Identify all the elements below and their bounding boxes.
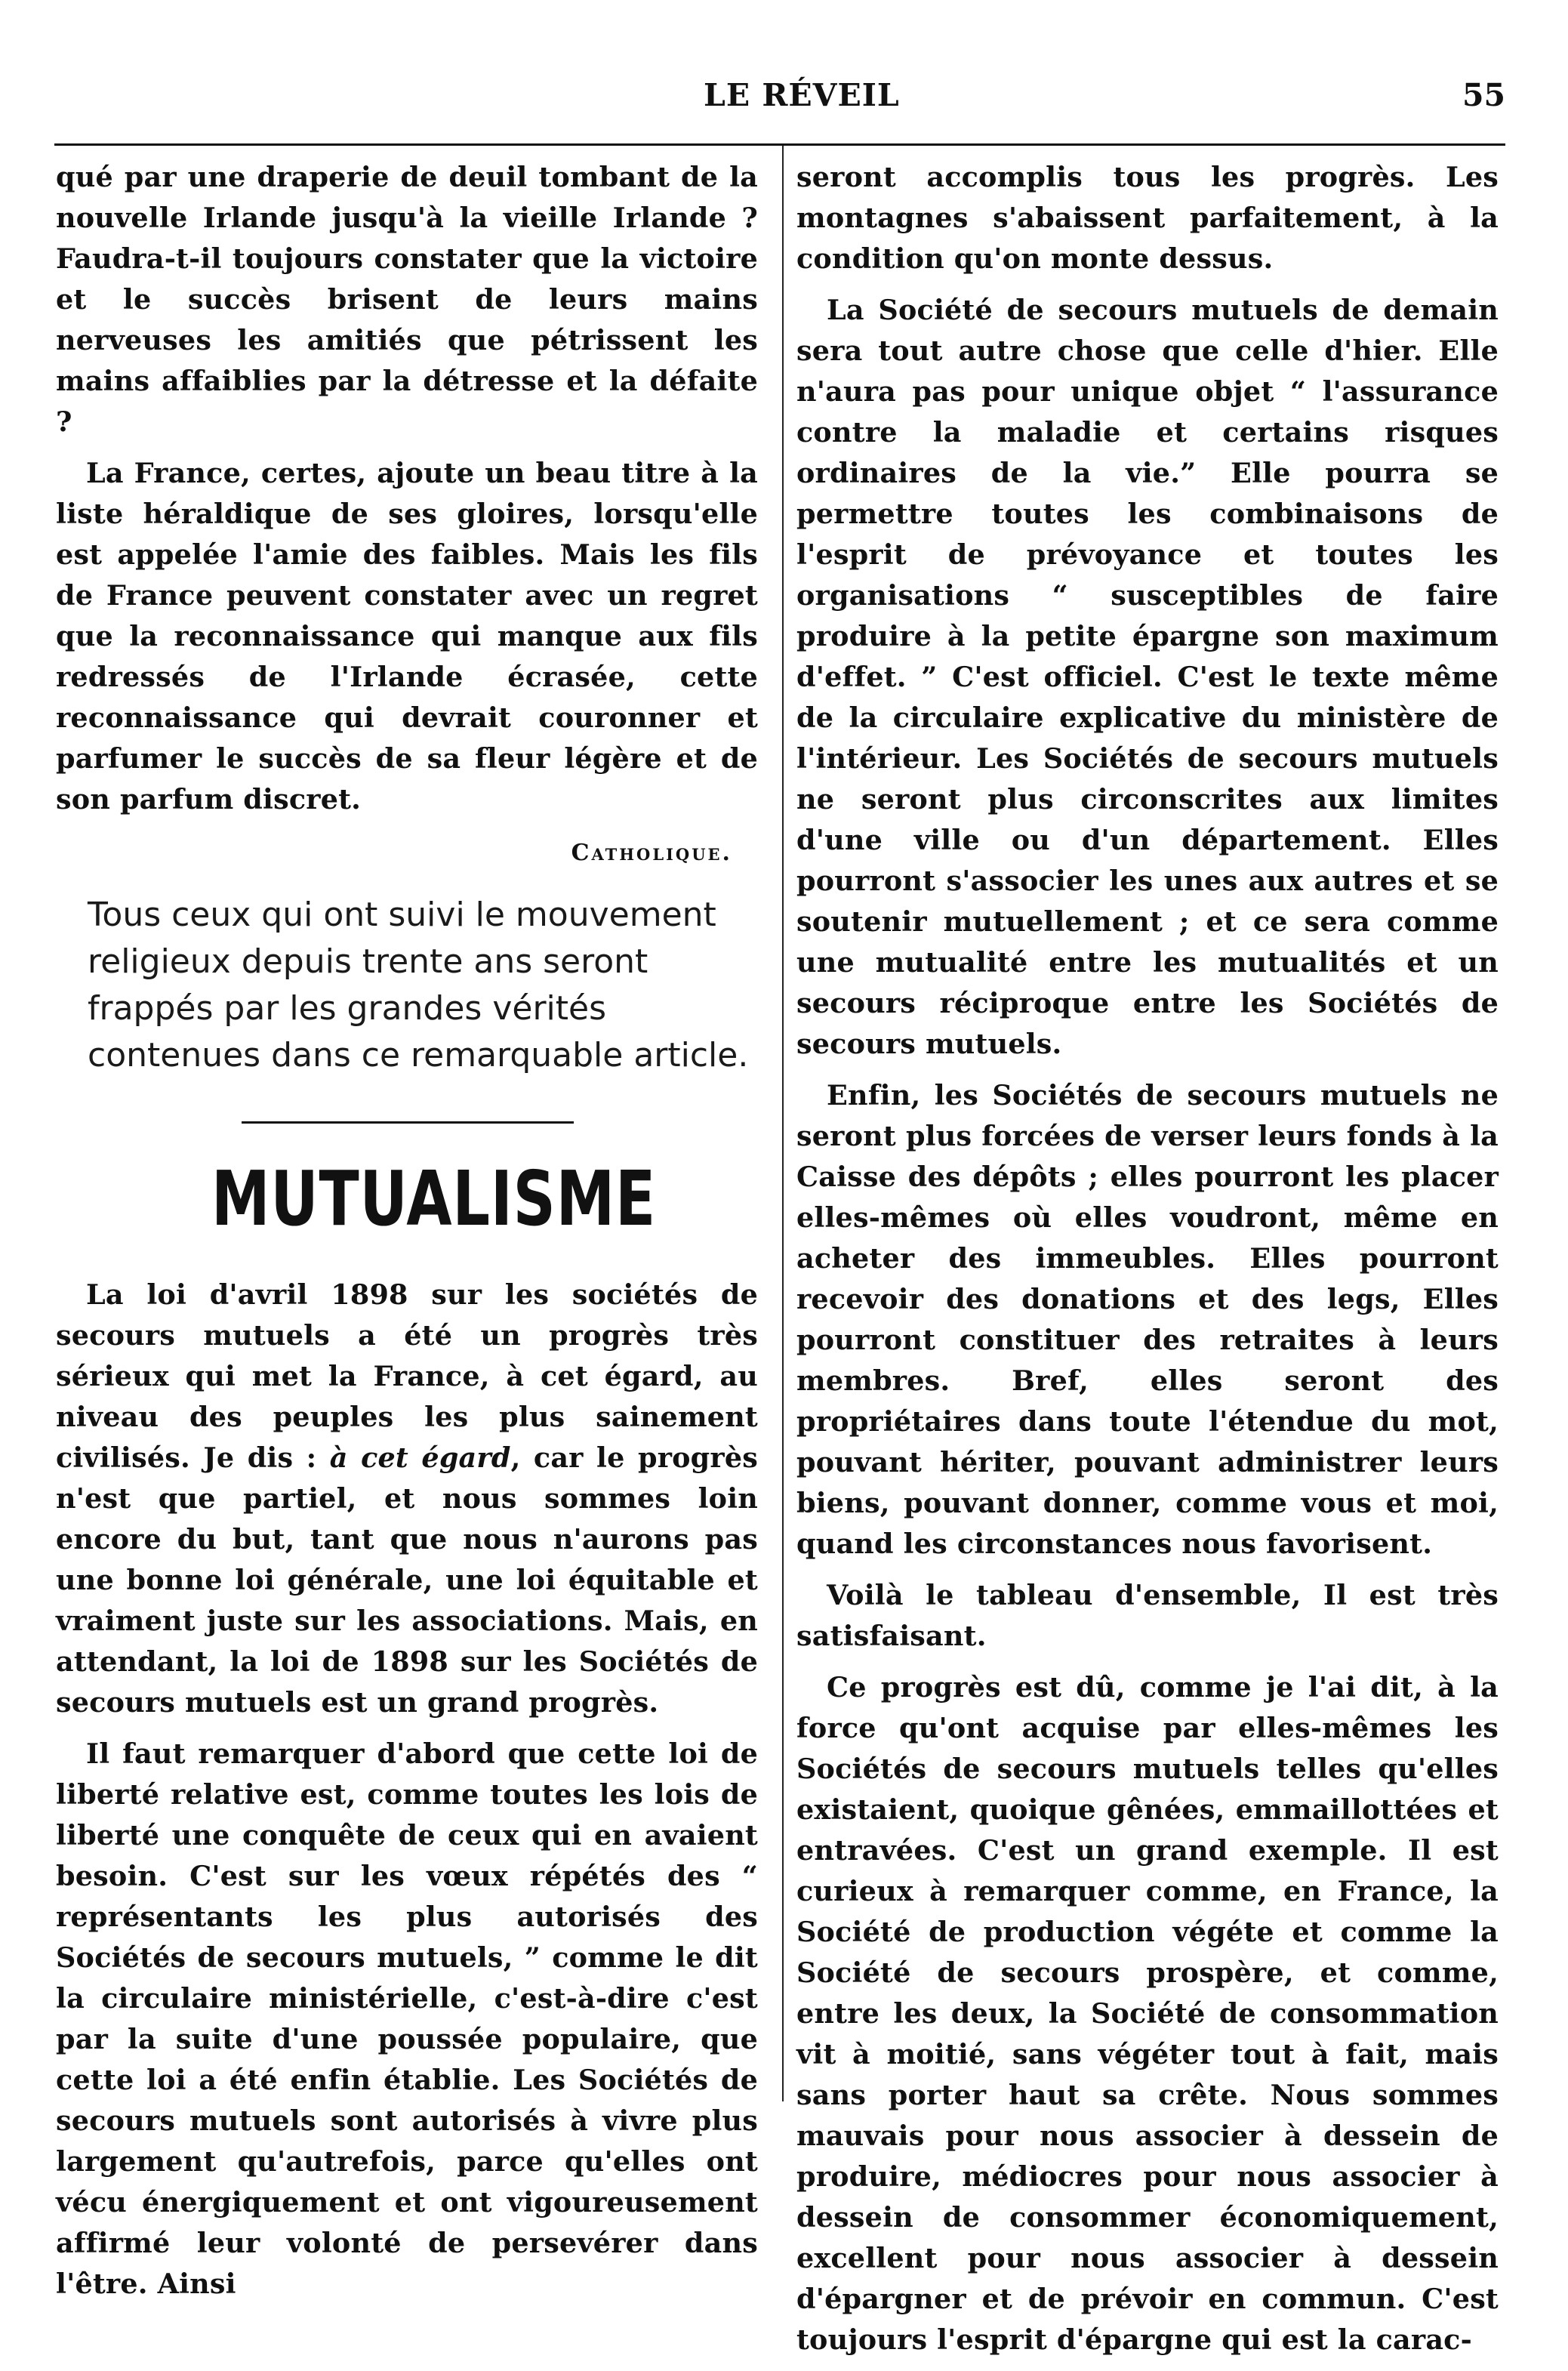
paragraph: La Société de secours mutuels de demain sera tout autre chose que celle d'hier. Elle n'aura pas pour unique objet “ l'assurance contre la maladie et certains risques ordinaires de la vie.” Elle pourra se permettre toutes les combinaisons de l'esprit de prévoyance et toutes les organisations “ susceptibles de faire produire à la petite épargne son maximum d'effet. ” C'est officiel. C'est le texte même de la circulaire explicative du ministère de l'intérieur. Les Sociétés de secours mutuels ne seront plus circonscrites aux limites d'une ville ou d'un département. Elles pourront s'associer les unes aux autres et se soutenir mutuellement ; et ce sera comme une mutualité entre les mutualités et un secours réciproque entre les Sociétés de secours mutuels. (796, 294, 1499, 1060)
emphasis-text: à cet égard (329, 1441, 511, 1474)
section-title: MUTUALISME (211, 1155, 657, 1243)
left-column (56, 157, 758, 2315)
paragraph-text: La loi d'avril 1898 sur les sociétés de secours mutuels a été un progrès très sérieux qui met la France, à cet égard, au niveau des peuples les plus sainement civilisés. Je dis : (56, 1278, 758, 1474)
paragraph: Voilà le tableau d'ensemble, Il est très satisfaisant. (796, 1579, 1499, 1652)
page-number: 55 (1462, 77, 1505, 113)
column-divider (782, 146, 784, 2101)
right-column (796, 157, 1499, 2371)
paragraph: Il faut remarquer d'abord que cette loi de liberté relative est, comme toutes les lois de liberté une conquête de ceux qui en avaient besoin. C'est sur les vœux répétés des “ représentants les plus autorisés des Sociétés de secours mutuels, ” comme le dit la circulaire ministérielle, c'est-à-dire c'est par la suite d'une poussée populaire, que cette loi a été enfin établie. Les Sociétés de secours mutuels sont autorisés à vivre plus largement qu'autrefois, parce qu'elles ont vécu énergiquement et ont vigoureusement affirmé leur volonté de persevérer dans l'être. Ainsi (56, 1737, 758, 2300)
paragraph: qué par une draperie de deuil tombant de la nouvelle Irlande jusqu'à la vieille Irlande ? Faudra-t-il toujours constater que la victoire et le succès brisent de leurs mains nerveuses les amitiés que pétrissent les mains affaiblies par la détresse et la défaite ? (56, 161, 758, 438)
section-rule (242, 1121, 574, 1124)
paragraph: Enfin, les Sociétés de secours mutuels ne seront plus forcées de verser leurs fonds à la Caisse des dépôts ; elles pourront les placer elles-mêmes où elles voudront, même en acheter des immeubles. Elles pourront recevoir des donations et des legs, Elles pourront constituer des retraites à leurs membres. Bref, elles seront des propriétaires dans toute l'étendue du mot, pouvant hériter, pouvant administrer leurs biens, pouvant donner, comme vous et moi, quand les circonstances nous favorisent. (796, 1079, 1499, 1560)
paragraph: seront accomplis tous les progrès. Les montagnes s'abaissent parfaitement, à la condition qu'on monte dessus. (796, 161, 1499, 275)
editor-note: Tous ceux qui ont suivi le mouvement religieux depuis trente ans seront frappés par les grandes vérités contenues dans ce remarquable article. (88, 896, 749, 1075)
article-signature: Catholique. (571, 840, 732, 866)
running-title: LE RÉVEIL (704, 77, 900, 113)
paragraph: La France, certes, ajoute un beau titre à la liste héraldique de ses gloires, lorsqu'elle est appelée l'amie des faibles. Mais les fils de France peuvent constater avec un regret que la reconnaissance qui manque aux fils redressés de l'Irlande écrasée, cette reconnaissance qui devrait couronner et parfumer le succès de sa fleur légère et de son parfum discret. (56, 457, 758, 816)
paragraph-text: , car le progrès n'est que partiel, et nous sommes loin encore du but, tant que nous n'aurons pas une bonne loi générale, une loi équitable et vraiment juste sur les associations. Mais, en attendant, la loi de 1898 sur les Sociétés de secours mutuels est un grand progrès. (56, 1441, 758, 1719)
paragraph (56, 1275, 758, 1723)
paragraph: Ce progrès est dû, comme je l'ai dit, à la force qu'ont acquise par elles-mêmes les Sociétés de secours mutuels telles qu'elles existaient, quoique gênées, emmaillottées et entravées. C'est un grand exemple. Il est curieux à remarquer comme, en France, la Société de production végéte et comme la Société de secours prospère, et comme, entre les deux, la Société de consommation vit à moitié, sans végéter tout à fait, mais sans porter haut sa crête. Nous sommes mauvais pour nous associer à dessein de produire, médiocres pour nous associer à dessein de consommer économiquement, excellent pour nous associer à dessein d'épargner et de prévoir en commun. C'est toujours l'esprit d'épargne qui est la carac- (796, 1671, 1499, 2356)
header-rule (54, 143, 1505, 146)
page-header (54, 77, 1505, 124)
